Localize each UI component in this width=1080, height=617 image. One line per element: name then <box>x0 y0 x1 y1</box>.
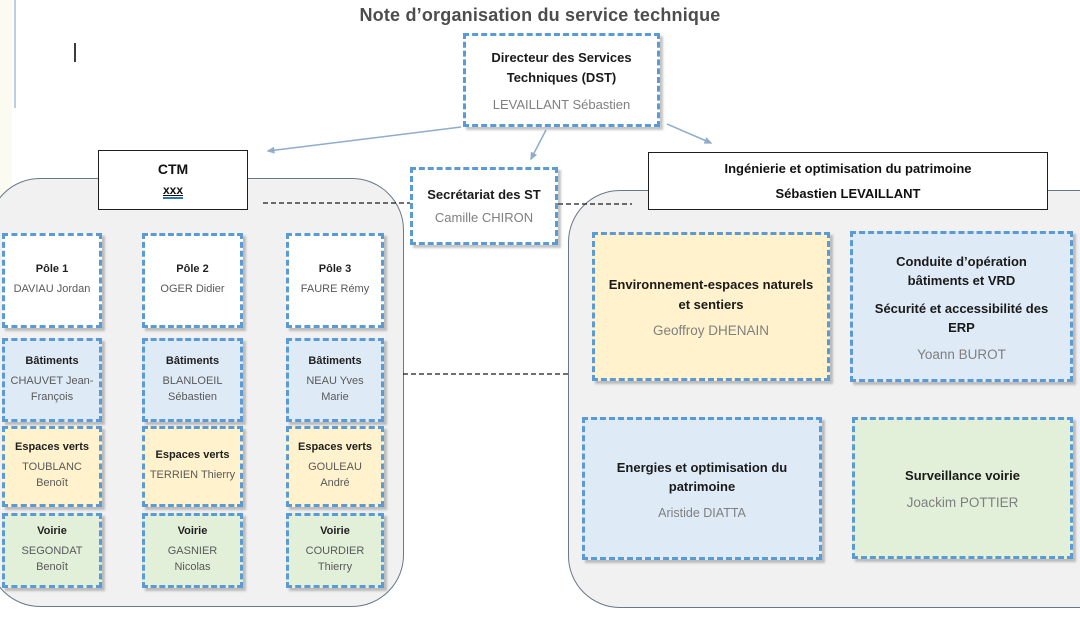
arrow-dst-to-secretariat <box>531 130 546 159</box>
pole-2-name: OGER Didier <box>160 283 225 296</box>
ctm-code: xxx <box>163 184 183 199</box>
espaces-verts-1-name: TOUBLANC Benoît <box>22 461 82 489</box>
ingenierie-title: Ingénierie et optimisation du patrimoine <box>724 161 972 177</box>
espaces-verts-2-name: TERRIEN Thierry <box>149 469 236 482</box>
node-batiments-2 <box>142 338 243 422</box>
pole-3-name: FAURE Rémy <box>300 283 370 296</box>
batiments-1-name: CHAUVET Jean-François <box>10 374 94 403</box>
ingenierie-head-name: Sébastien LEVAILLANT <box>775 185 921 201</box>
node-batiments-3 <box>286 338 384 422</box>
pole-1-title: Pôle 1 <box>35 263 69 276</box>
node-pole-1 <box>2 233 102 328</box>
conduite-title: Conduite d’opération bâtiments et VRD <box>896 253 1027 288</box>
text-cursor <box>74 43 76 62</box>
surveillance-name: Joackim POTTIER <box>906 494 1019 510</box>
node-ingenierie-header <box>648 152 1048 210</box>
pole-3-title: Pôle 3 <box>318 263 352 276</box>
node-secretariat <box>410 167 558 245</box>
environnement-name: Geoffroy DHENAIN <box>652 323 770 338</box>
node-conduite-operation <box>850 231 1073 382</box>
node-batiments-1 <box>2 338 102 422</box>
batiments-3-title: Bâtiments <box>308 354 362 367</box>
node-environnement <box>592 232 830 381</box>
voirie-1-title: Voirie <box>37 525 67 538</box>
arrow-dst-to-ctm <box>268 127 461 151</box>
node-espaces-verts-1 <box>2 426 102 507</box>
voirie-3-name: COURDIER Thierry <box>305 545 365 573</box>
pole-1-name: DAVIAU Jordan <box>13 283 91 296</box>
node-voirie-1 <box>2 513 102 588</box>
node-energies <box>582 417 822 560</box>
node-surveillance-voirie <box>852 417 1073 559</box>
batiments-1-title: Bâtiments <box>25 354 79 367</box>
node-pole-2 <box>142 233 243 328</box>
dst-title: Directeur des Services Techniques (DST) <box>491 49 632 85</box>
node-espaces-verts-3 <box>286 426 384 507</box>
batiments-2-name: BLANLOEIL Sébastien <box>162 374 223 403</box>
espaces-verts-2-title: Espaces verts <box>155 449 230 462</box>
batiments-2-title: Bâtiments <box>165 354 220 367</box>
node-espaces-verts-2 <box>142 426 243 507</box>
voirie-3-title: Voirie <box>320 525 350 538</box>
batiments-3-name: NEAU Yves Marie <box>306 374 364 403</box>
dst-name: LEVAILLANT Sébastien <box>492 97 631 113</box>
node-ctm <box>98 150 248 210</box>
voirie-2-title: Voirie <box>177 525 208 538</box>
surveillance-title: Surveillance voirie <box>905 468 1020 484</box>
espaces-verts-3-name: GOULEAU André <box>308 461 362 489</box>
node-voirie-2 <box>142 513 243 588</box>
voirie-1-name: SEGONDAT Benoît <box>21 545 83 573</box>
espaces-verts-1-title: Espaces verts <box>15 441 89 454</box>
pole-2-title: Pôle 2 <box>176 263 209 276</box>
secretariat-title: Secrétariat des ST <box>427 187 541 202</box>
page-title: Note d’organisation du service technique <box>359 5 721 25</box>
node-dst <box>463 33 660 127</box>
conduite-subtitle: Sécurité et accessibilité des ERP <box>874 300 1049 335</box>
conduite-name: Yoann BUROT <box>917 346 1006 362</box>
secretariat-name: Camille CHIRON <box>434 210 534 225</box>
energies-title: Energies et optimisation du patrimoine <box>616 459 788 494</box>
espaces-verts-3-title: Espaces verts <box>298 441 372 454</box>
energies-name: Aristide DIATTA <box>658 505 746 520</box>
node-pole-3 <box>286 233 384 328</box>
voirie-2-name: GASNIER Nicolas <box>167 545 218 573</box>
node-voirie-3 <box>286 513 384 588</box>
ctm-title: CTM <box>157 160 189 177</box>
environnement-title: Environnement-espaces naturels et sentiers <box>608 277 814 312</box>
arrow-dst-to-ingenierie <box>667 124 711 143</box>
